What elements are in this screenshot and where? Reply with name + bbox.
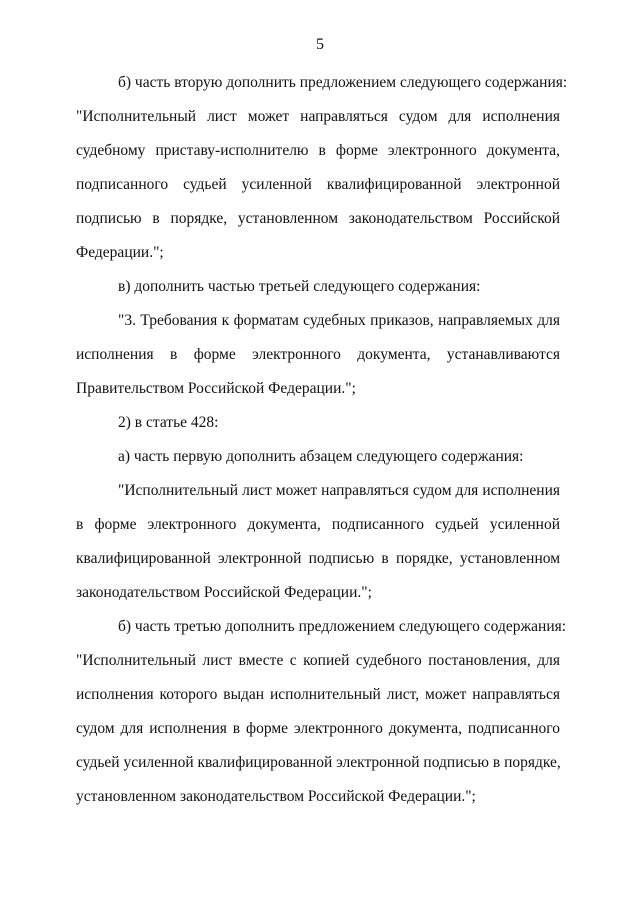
text-line: подписью в порядке, установленном законодательством Российской (76, 210, 560, 227)
text-line: б) часть вторую дополнить предложением следующего содержания: (118, 74, 568, 91)
paragraph-1 (76, 66, 568, 270)
text-line: в форме электронного документа, подписанного судьей усиленной (76, 516, 560, 533)
text-line: а) часть первую дополнить абзацем следующего содержания: (118, 448, 524, 465)
text-line: "Исполнительный лист может направляться судом для исполнения (118, 482, 560, 499)
text-line: 2) в статье 428: (118, 414, 219, 431)
text-line: Федерации."; (76, 244, 164, 261)
page-number: 5 (316, 36, 324, 53)
text-line: исполнения в форме электронного документа, устанавливаются (76, 346, 560, 363)
paragraph-2 (76, 270, 560, 304)
paragraph-5 (76, 440, 560, 474)
text-line: б) часть третью дополнить предложением следующего содержания: (118, 618, 567, 635)
text-line: "Исполнительный лист вместе с копией судебного постановления, для (76, 652, 560, 669)
text-line: судьей усиленной квалифицированной электронной подписью в порядке, (76, 754, 561, 771)
text-line: "Исполнительный лист может направляться судом для исполнения (76, 108, 560, 125)
text-line: Правительством Российской Федерации."; (76, 380, 356, 397)
text-line: установленном законодательством Российской Федерации."; (76, 788, 476, 805)
text-line: судебному приставу-исполнителю в форме электронного документа, (76, 142, 560, 159)
paragraph-7 (76, 610, 567, 814)
document-body (76, 66, 568, 814)
text-line: "3. Требования к форматам судебных приказов, направляемых для (118, 312, 560, 329)
text-line: судом для исполнения в форме электронного документа, подписанного (76, 720, 560, 737)
text-line: подписанного судьей усиленной квалифицированной электронной (76, 176, 560, 193)
text-line: исполнения которого выдан исполнительный лист, может направляться (76, 686, 560, 703)
paragraph-3 (76, 304, 560, 406)
paragraph-4 (76, 406, 560, 440)
text-line: квалифицированной электронной подписью в порядке, установленном (76, 550, 560, 567)
text-line: законодательством Российской Федерации."; (76, 584, 372, 601)
text-line: в) дополнить частью третьей следующего содержания: (118, 278, 481, 295)
paragraph-6 (76, 474, 560, 610)
